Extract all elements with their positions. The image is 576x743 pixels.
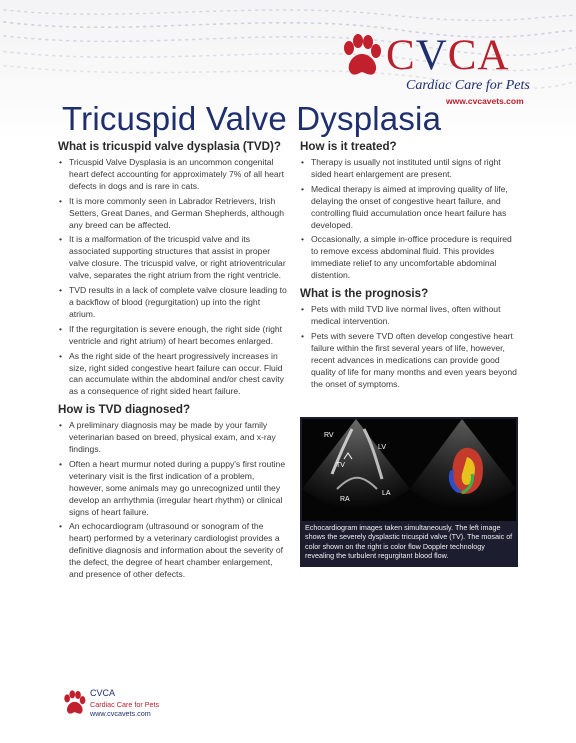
list-item: • Tricuspid Valve Dysplasia is an uncommon congenital heart defect accounting for approximately 7% of all heart defects in dogs and is rare in cats. xyxy=(58,157,288,193)
list-item: • Therapy is usually not instituted until signs of right sided heart enlargement are present. xyxy=(300,157,520,181)
echocardiogram-image xyxy=(302,419,516,521)
footer xyxy=(62,688,262,724)
logo-letters-ca: CA xyxy=(447,32,510,79)
section-prognosis xyxy=(300,287,520,390)
section-heading: How is TVD diagnosed? xyxy=(58,403,191,417)
logo-letter-c: C xyxy=(386,32,416,79)
logo-letter-v: V xyxy=(415,32,448,79)
section-heading: What is the prognosis? xyxy=(300,287,429,301)
logo-wordmark xyxy=(386,30,509,82)
bullet-list xyxy=(58,157,288,398)
page-title: Tricuspid Valve Dysplasia xyxy=(62,100,442,137)
figure-caption: Echocardiogram images taken simultaneously. The left image shows the severely dysplastic tricuspid valve (TV). The mosaic of color shown on the right is color flow Doppler technology revealing the turbulent regurgitant blood flow. xyxy=(305,523,513,560)
echo-label-tv: TV xyxy=(336,462,345,469)
header-website-link[interactable]: www.cvcavets.com xyxy=(446,96,524,106)
left-column xyxy=(58,140,288,586)
footer-website-link[interactable]: www.cvcavets.com xyxy=(90,709,151,718)
echo-label-la: LA xyxy=(382,490,391,497)
list-item: • It is a malformation of the tricuspid valve and its associated supporting structures that assist in proper valve closure. The tricuspid valve, or right atrioventricular valve, separates the right atrium from the right ventricle. xyxy=(58,234,288,282)
section-heading: What is tricuspid valve dysplasia (TVD)? xyxy=(58,140,281,153)
paw-logo-icon xyxy=(62,690,86,716)
bullet-list xyxy=(300,157,520,282)
list-item: • It is more commonly seen in Labrador Retrievers, Irish Setters, Great Danes, and German Shepherds, although any breed can be affected. xyxy=(58,196,288,232)
paw-logo-icon xyxy=(340,34,382,78)
list-item: • Pets with mild TVD live normal lives, often without medical intervention. xyxy=(300,304,520,328)
section-treatment xyxy=(300,140,520,282)
list-item: • TVD results in a lack of complete valve closure leading to a backflow of blood (regurgitation) up into the right atrium. xyxy=(58,285,288,321)
bullet-list xyxy=(58,420,288,581)
list-item: • As the right side of the heart progressively increases in size, right sided congestive heart failure can occur. Fluid can accumulate within the abdominal and/or chest cavity as a consequence of right sided heart failure. xyxy=(58,351,288,399)
echocardiogram-figure xyxy=(300,417,518,567)
list-item: • Often a heart murmur noted during a puppy's first routine veterinary visit is the first indication of a problem, however, some animals may go unrecognized until they develop an arrhythmia (irregular heart rhythm) or clinical signs of heart failure. xyxy=(58,459,288,519)
list-item: • Medical therapy is aimed at improving quality of life, delaying the onset of congestive heart failure, and controlling fluid accumulation once heart failure has developed. xyxy=(300,184,520,232)
section-heading: How is it treated? xyxy=(300,140,397,153)
list-item: • Occasionally, a simple in-office procedure is required to remove excess abdominal fluid. This provides immediate relief to any uncomfortable abdominal distention. xyxy=(300,234,520,282)
list-item: • An echocardiogram (ultrasound or sonogram of the heart) performed by a veterinary cardiologist provides a definitive diagnosis and information about the severity of the defect, the degree of heart chamber enlargement, and presence of other defects. xyxy=(58,521,288,581)
section-diagnosis xyxy=(58,403,288,581)
echo-label-ra: RA xyxy=(340,496,350,503)
echo-label-rv: RV xyxy=(324,432,334,439)
footer-tagline: Cardiac Care for Pets xyxy=(90,700,160,709)
echo-label-lv: LV xyxy=(378,444,387,451)
list-item: • Pets with severe TVD often develop congestive heart failure within the first several years of life, however, recent advances in medications can provide good quality of life for many months and even years beyond the onset of symptoms. xyxy=(300,331,520,391)
footer-name: CVCA xyxy=(90,688,116,698)
list-item: • If the regurgitation is severe enough, the right side (right ventricle and right atrium) of heart becomes enlarged. xyxy=(58,324,288,348)
right-column xyxy=(300,140,520,395)
logo-tagline: Cardiac Care for Pets xyxy=(406,78,530,93)
section-what-is-tvd xyxy=(58,140,288,398)
bullet-list xyxy=(300,304,520,390)
list-item: • A preliminary diagnosis may be made by your family veterinarian based on breed, physical exam, and x-ray findings. xyxy=(58,420,288,456)
